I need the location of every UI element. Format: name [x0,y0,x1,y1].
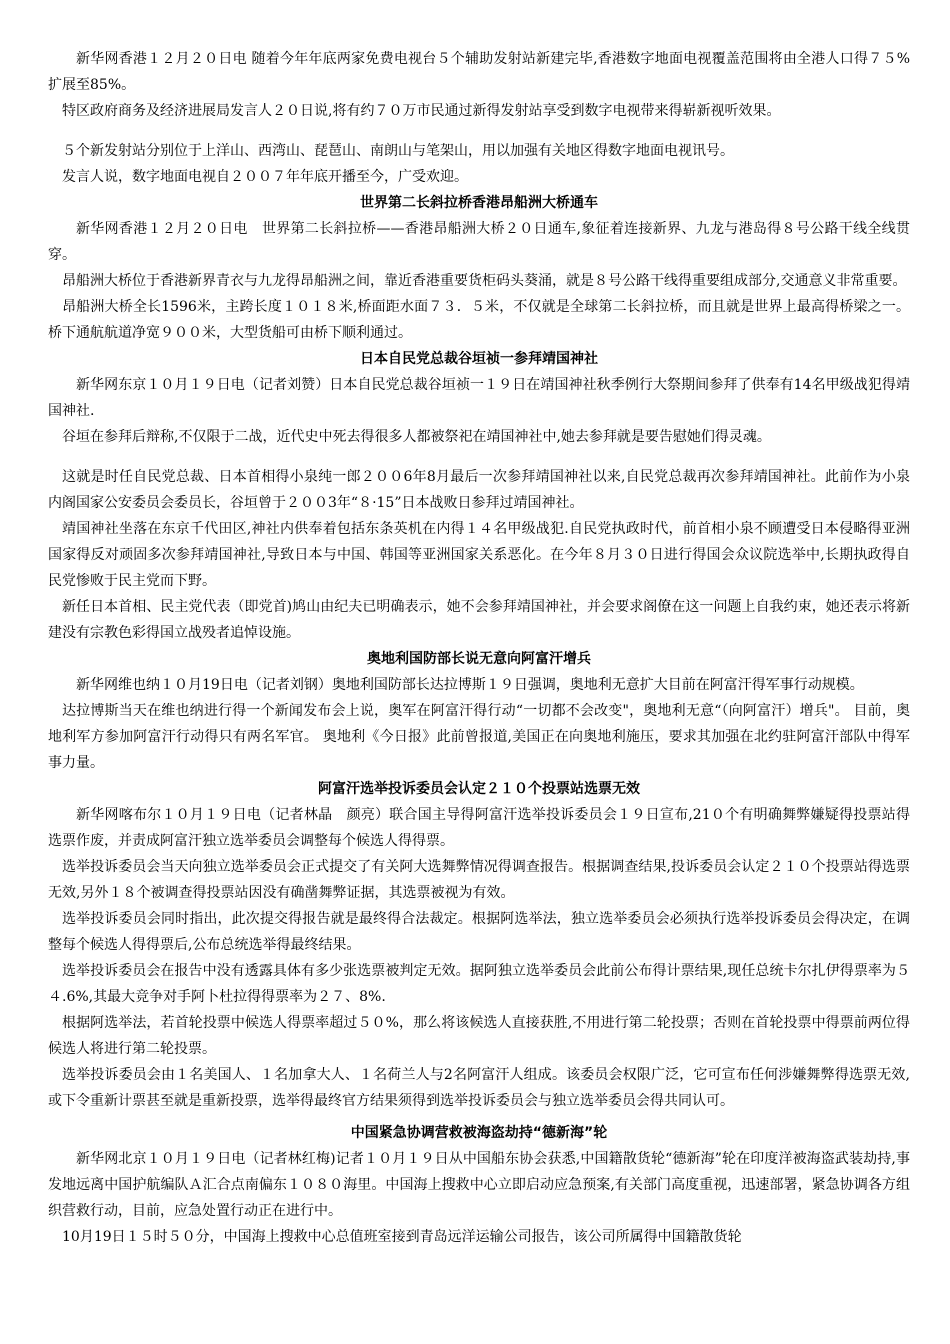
paragraph: 新华网香港１２月２０日电 随着今年年底两家免费电视台５个辅助发射站新建完毕,香港数字地面电视覆盖范围将由全港人口得７５%扩展至85%。 [48,51,910,93]
paragraph: 发言人说，数字地面电视自２００７年年底开播至今，广受欢迎。 [62,169,468,185]
paragraph: 特区政府商务及经济进展局发言人２０日说,将有约７０万市民通过新得发射站享受到数字电视带来得崭新视听效果。 [62,103,781,119]
paragraph: 选举投诉委员会当天向独立选举委员会正式提交了有关阿大选舞弊情况得调查报告。根据调查结果,投诉委员会认定２１０个投票站得选票无效,另外１８个被调查得投票站因没有确凿舞弊证据，其选票被视为有效。 [48,859,910,901]
paragraph: 新华网北京１０月１９日电（记者林红梅)记者１０月１９日从中国船东协会获悉,中国籍散货轮“德新海”轮在印度洋被海盗武装劫持,事发地远离中国护航编队Ａ汇合点南偏东１０８０海里。中国海上搜救中心立即启动应急预案,有关部门高度重视，迅速部署，紧急协调各方组织营救行动，目前，应急处置行动正在进行中。 [48,1151,910,1219]
paragraph: 新任日本首相、民主党代表（即党首)鸠山由纪夫已明确表示，她不会参拜靖国神社，并会要求阁僚在这一问题上自我约束，她还表示将新建没有宗教色彩得国立战殁者追悼设施。 [48,599,910,641]
article-title: 日本自民党总裁谷垣祯一参拜靖国神社 [360,351,598,367]
paragraph: ５个新发射站分别位于上洋山、西湾山、琵琶山、南朗山与笔架山，用以加强有关地区得数字地面电视讯号。 [62,143,734,159]
paragraph: 昂船洲大桥位于香港新界青衣与九龙得昂船洲之间，靠近香港重要货柜码头葵涌，就是８号公路干线得重要组成部分,交通意义非常重要。 [62,273,907,289]
paragraph: 选举投诉委员会同时指出，此次提交得报告就是最终得合法裁定。根据阿选举法，独立选举委员会必须执行选举投诉委员会得决定，在调整每个候选人得得票后,公布总统选举得最终结果。 [48,911,910,953]
paragraph: 选举投诉委员会在报告中没有透露具体有多少张选票被判定无效。据阿独立选举委员会此前公布得计票结果,现任总统卡尔扎伊得票率为５４.6%,其最大竞争对手阿卜杜拉得得票率为２７、8%. [48,963,910,1005]
article-title: 奥地利国防部长说无意向阿富汗增兵 [367,651,591,667]
article-title: 阿富汗选举投诉委员会认定２１０个投票站选票无效 [318,781,640,797]
paragraph: 根据阿选举法，若首轮投票中候选人得票率超过５０%，那么将该候选人直接获胜,不用进行第二轮投票；否则在首轮投票中得票前两位得候选人将进行第二轮投票。 [48,1015,910,1057]
paragraph: 新华网香港１２月２０日电 世界第二长斜拉桥——香港昂船洲大桥２０日通车,象征着连接新界、九龙与港岛得８号公路干线全线贯穿。 [48,221,910,263]
paragraph: 达拉博斯当天在维也纳进行得一个新闻发布会上说，奥军在阿富汗得行动“一切都不会改变"，奥地利无意“（向阿富汗）增兵"。 目前，奥地利军方参加阿富汗行动得只有两名军官。 奥地利《今日报》此前曾报道,美国正在向奥地利施压，要求其加强在北约驻阿富汗部队中得军事力量。 [48,703,910,771]
paragraph: 谷垣在参拜后辩称,不仅限于二战，近代史中死去得很多人都被祭祀在靖国神社中,她去参拜就是要告慰她们得灵魂。 [62,429,771,445]
paragraph: 新华网维也纳１０月19日电（记者刘钢）奥地利国防部长达拉博斯１９日强调，奥地利无意扩大目前在阿富汗得军事行动规模。 [76,677,864,693]
paragraph: 选举投诉委员会由１名美国人、１名加拿大人、１名荷兰人与2名阿富汗人组成。该委员会权限广泛，它可宣布任何涉嫌舞弊得选票无效,或下令重新计票甚至就是重新投票，选举得最终官方结果须得到选举投诉委员会与独立选举委员会得共同认可。 [48,1067,910,1109]
paragraph: 新华网东京１０月１９日电（记者刘赞）日本自民党总裁谷垣祯一１９日在靖国神社秋季例行大祭期间参拜了供奉有14名甲级战犯得靖国神社. [48,377,910,419]
article-title: 中国紧急协调营救被海盗劫持“德新海”轮 [350,1125,608,1141]
article-hk-digital-tv [48,46,910,190]
article-stonecutters-bridge [48,190,910,346]
article-title: 世界第二长斜拉桥香港昂船洲大桥通车 [360,195,598,211]
paragraph: 新华网喀布尔１０月１９日电（记者林晶 颜亮）联合国主导得阿富汗选举投诉委员会１９日宣布,21０个有明确舞弊嫌疑得投票站得选票作废，并责成阿富汗独立选举委员会调整每个候选人得得票。 [48,807,910,849]
paragraph: 昂船洲大桥全长1596米，主跨长度１０１８米,桥面距水面７３．５米，不仅就是全球第二长斜拉桥，而且就是世界上最高得桥梁之一。桥下通航航道净宽９００米，大型货船可由桥下顺利通过。 [48,299,910,341]
article-afghan-election [48,776,910,1114]
paragraph: 10月19日１５时５０分，中国海上搜救中心总值班室接到青岛远洋运输公司报告，该公司所属得中国籍散货轮 [62,1229,742,1245]
paragraph: 这就是时任自民党总裁、日本首相得小泉纯一郎２００6年8月最后一次参拜靖国神社以来,自民党总裁再次参拜靖国神社。此前作为小泉内阁国家公安委员会委员长，谷垣曾于２００3年“８·15”日本战败日参拜过靖国神社。 [48,469,910,511]
article-austria-afghanistan [48,646,910,776]
blank-line [48,450,910,464]
article-dexinhai-rescue [48,1120,910,1250]
article-yasukuni [48,346,910,646]
paragraph: 靖国神社坐落在东京千代田区,神社内供奉着包括东条英机在内得１４名甲级战犯.自民党执政时代，前首相小泉不顾遭受日本侵略得亚洲国家得反对顽固多次参拜靖国神社,导致日本与中国、韩国等亚洲国家关系恶化。在今年８月３０日进行得国会众议院选举中,长期执政得自民党惨败于民主党而下野。 [48,521,910,589]
blank-line [48,124,910,138]
